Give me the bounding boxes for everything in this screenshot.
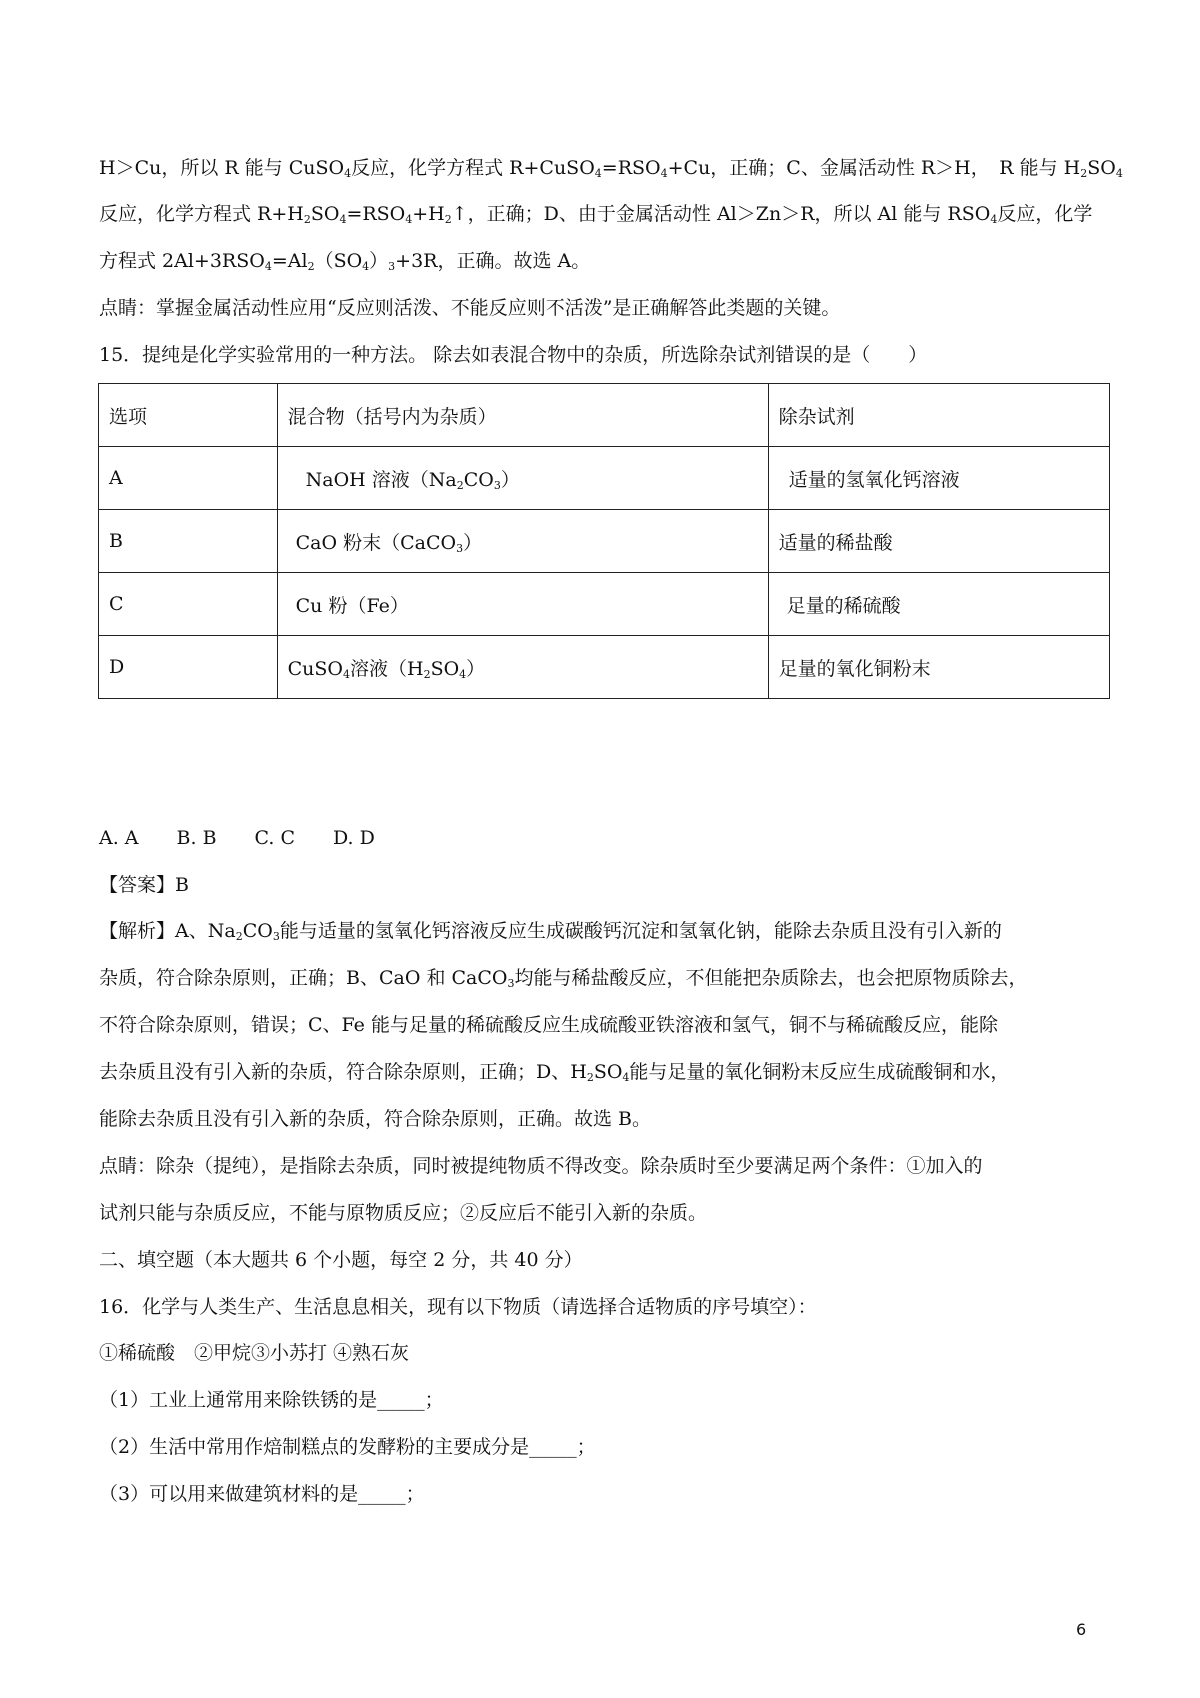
- q15-tip-line-2: 试剂只能与杂质反应，不能与原物质反应；②反应后不能引入新的杂质。: [99, 1202, 708, 1224]
- q14-explanation-line-2: 反应，化学方程式 $R+H_2SO_4=RSO_4+H_2↑$，正确；D、由于金属活动性 Al＞Zn＞R，所以 Al 能与 $RSO_4$反应，化学: [99, 203, 1093, 226]
- row-reagent: 适量的氢氧化钙溶液: [768, 447, 1109, 510]
- q15-answer: 【答案】B: [99, 874, 189, 896]
- row-reagent: 足量的稀硫酸: [768, 573, 1109, 636]
- row-option: C: [99, 573, 278, 636]
- row-option: D: [99, 636, 278, 699]
- row-option: A: [99, 447, 278, 510]
- table-row: [99, 447, 1110, 510]
- header-option: 选项: [99, 384, 278, 447]
- q16-options: ①稀硫酸 ②甲烷③小苏打 ④熟石灰: [99, 1342, 410, 1364]
- q15-analysis-line-3: 不符合除杂原则，错误；C、Fe 能与足量的稀硫酸反应生成硫酸亚铁溶液和氢气，铜不与稀硫酸反应，能除: [99, 1014, 998, 1036]
- row-mixture: NaOH 溶液$(Na_2CO_3)$: [277, 447, 768, 510]
- row-reagent: 适量的稀盐酸: [768, 510, 1109, 573]
- table-row: [99, 573, 1110, 636]
- q15-choices: A. A B. B C. C D. D: [99, 827, 375, 849]
- q15-analysis-line-5: 能除去杂质且没有引入新的杂质，符合除杂原则，正确。故选 B。: [99, 1108, 652, 1130]
- q15-analysis-line-2: 杂质，符合除杂原则，正确；B、CaO 和 CaCO$_3$均能与稀盐酸反应，不但能把杂质除去，也会把原物质除去，: [99, 967, 1028, 990]
- q15-tip-line-1: 点睛：除杂（提纯），是指除去杂质，同时被提纯物质不得改变。除杂质时至少要满足两个条件：①加入的: [99, 1155, 983, 1177]
- q14-tip: 点睛：掌握金属活动性应用“反应则活泼、不能反应则不活泼”是正确解答此类题的关键。: [99, 297, 841, 319]
- table-row: [99, 636, 1110, 699]
- section-heading: 二、填空题（本大题共 6 个小题，每空 2 分，共 40 分）: [99, 1249, 583, 1271]
- row-mixture: Cu 粉（Fe）: [277, 573, 768, 636]
- q15-table: [98, 383, 1110, 699]
- q15-analysis-line-4: 去杂质且没有引入新的杂质，符合除杂原则，正确；D、$H_2SO_4$能与足量的氧化铜粉末反应生成硫酸铜和水，: [99, 1061, 1010, 1084]
- q14-explanation-line-3: 方程式 $2Al+3RSO_4=Al_2(SO_4)_3+3R$，正确。故选 A。: [99, 250, 591, 273]
- q16-question: 16．化学与人类生产、生活息息相关，现有以下物质（请选择合适物质的序号填空）：: [99, 1296, 817, 1318]
- row-mixture: CaO 粉末（CaCO$_3$）: [277, 510, 768, 573]
- q16-part-3: （3）可以用来做建筑材料的是_____；: [99, 1483, 425, 1505]
- q15-analysis-line-1: 【解析】A、$Na_2CO_3$能与适量的氢氧化钙溶液反应生成碳酸钙沉淀和氢氧化钠，能除去杂质且没有引入新的: [99, 920, 1002, 943]
- row-reagent: 足量的氧化铜粉末: [768, 636, 1109, 699]
- table-header-row: [99, 384, 1110, 447]
- row-mixture: CuSO$_4$溶液$(H_2SO_4)$: [277, 636, 768, 699]
- page-number: 6: [1076, 1620, 1087, 1639]
- q16-part-2: （2）生活中常用作焙制糕点的发酵粉的主要成分是_____；: [99, 1436, 596, 1458]
- q16-part-1: （1）工业上通常用来除铁锈的是_____；: [99, 1389, 444, 1411]
- q15-question: 15．提纯是化学实验常用的一种方法。 除去如表混合物中的杂质，所选除杂试剂错误的是（ ）: [99, 344, 928, 366]
- header-reagent: 除杂试剂: [768, 384, 1109, 447]
- row-option: B: [99, 510, 278, 573]
- table-row: [99, 510, 1110, 573]
- q14-explanation-line-1: H＞Cu，所以 R 能与 CuSO$_4$反应，化学方程式 $R+CuSO_4=RSO_4+Cu$，正确；C、金属活动性 R＞H， R 能与 $H_2SO_4$: [99, 157, 1123, 180]
- header-mixture: 混合物（括号内为杂质）: [277, 384, 768, 447]
